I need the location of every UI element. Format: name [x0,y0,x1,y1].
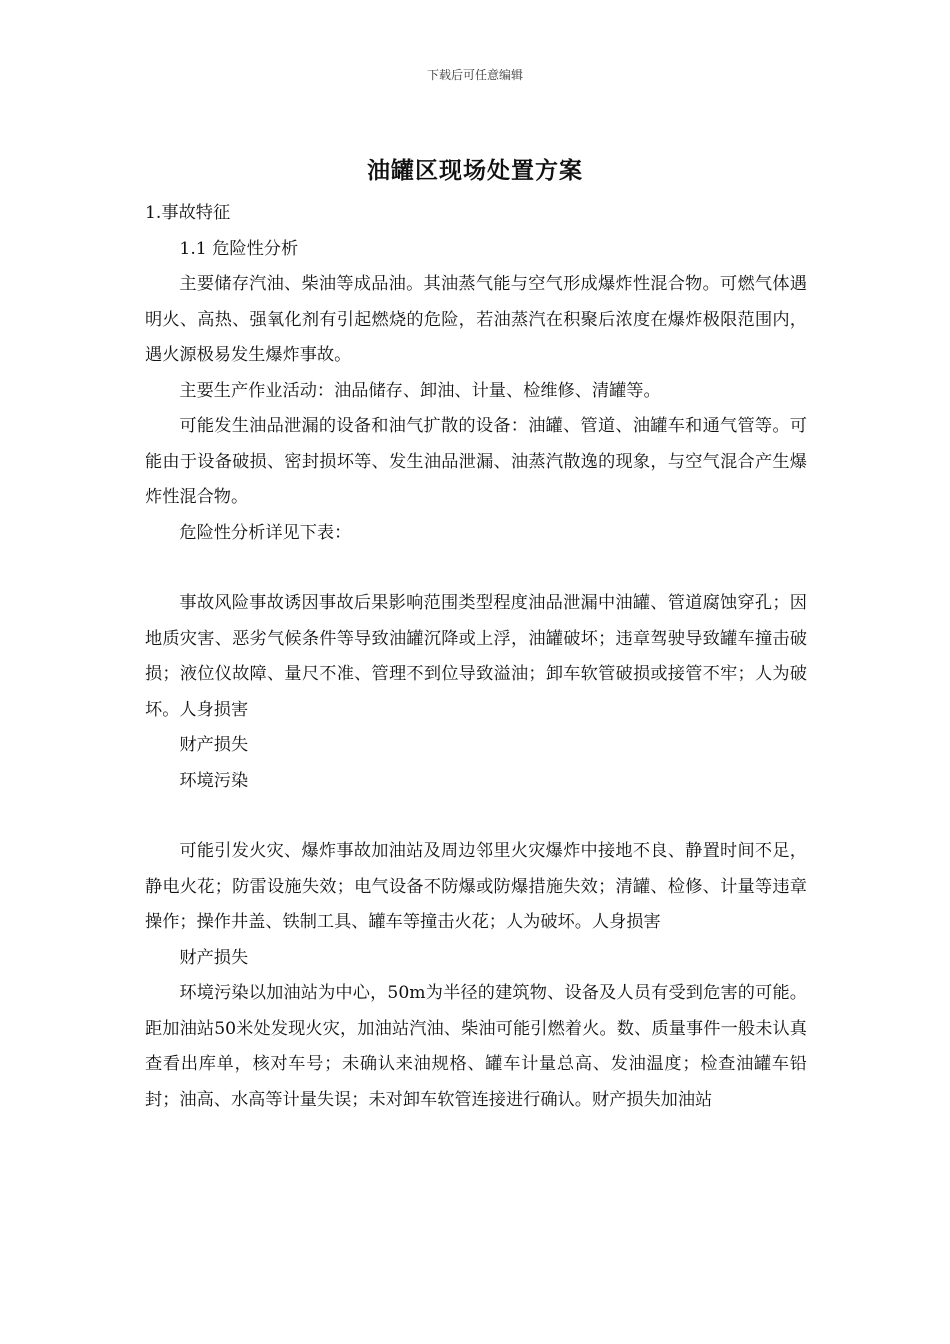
paragraph-property-loss-1: 财产损失 [179,735,249,755]
section-heading-1-1: 1.1 危险性分析 [179,238,299,259]
paragraph-leak-equipment: 可能发生油品泄漏的设备和油气扩散的设备：油罐、管道、油罐车和通气管等。可能由于设备破损、密封损坏等、发生油品泄漏、油蒸汽散逸的现象，与空气混合产生爆炸性混合物。 [145,416,807,507]
paragraph-environment-2: 环境污染以加油站为中心，50m为半径的建筑物、设备及人员有受到危害的可能。距加油站50米处发现火灾，加油站汽油、柴油可能引燃着火。数、质量事件一般未认真查看出库单，核对车号；未确认来油规格、罐车计量总高、发油温度；检查油罐车铅封；油高、水高等计量失误；未对卸车软管连接进行确认。财产损失加油站 [145,983,807,1110]
paragraph-property-loss-2: 财产损失 [179,947,249,968]
paragraph-environment-1: 环境污染 [179,770,249,791]
paragraph-leak-risk: 事故风险事故诱因事故后果影响范围类型程度油品泄漏中油罐、管道腐蚀穿孔；因地质灾害、恶劣气候条件等导致油罐沉降或上浮，油罐破坏；违章驾驶导致罐车撞击破损；液位仪故障、量尺不准、管理不到位导致溢油；卸车软管破损或接管不牢；人为破坏。人身损害 [145,593,807,720]
document-title: 油罐区现场处置方案 [367,157,583,184]
section-heading-1: 1.事故特征 [145,203,231,223]
paragraph-hazard-intro: 主要储存汽油、柴油等成品油。其油蒸气能与空气形成爆炸性混合物。可燃气体遇明火、高热、强氧化剂有引起燃烧的危险，若油蒸汽在积聚后浓度在爆炸极限范围内，遇火源极易发生爆炸事故。 [145,274,807,365]
paragraph-fire-risk: 可能引发火灾、爆炸事故加油站及周边邻里火灾爆炸中接地不良、静置时间不足，静电火花；防雷设施失效；电气设备不防爆或防爆措施失效；清罐、检修、计量等违章操作；操作井盖、铁制工具、罐车等撞击火花；人为破坏。人身损害 [145,841,807,932]
page-header-note: 下载后可任意编辑 [426,68,523,82]
paragraph-table-ref: 危险性分析详见下表： [179,522,352,543]
document-body [145,196,807,1118]
paragraph-activities: 主要生产作业活动：油品储存、卸油、计量、检维修、清罐等。 [179,380,661,401]
